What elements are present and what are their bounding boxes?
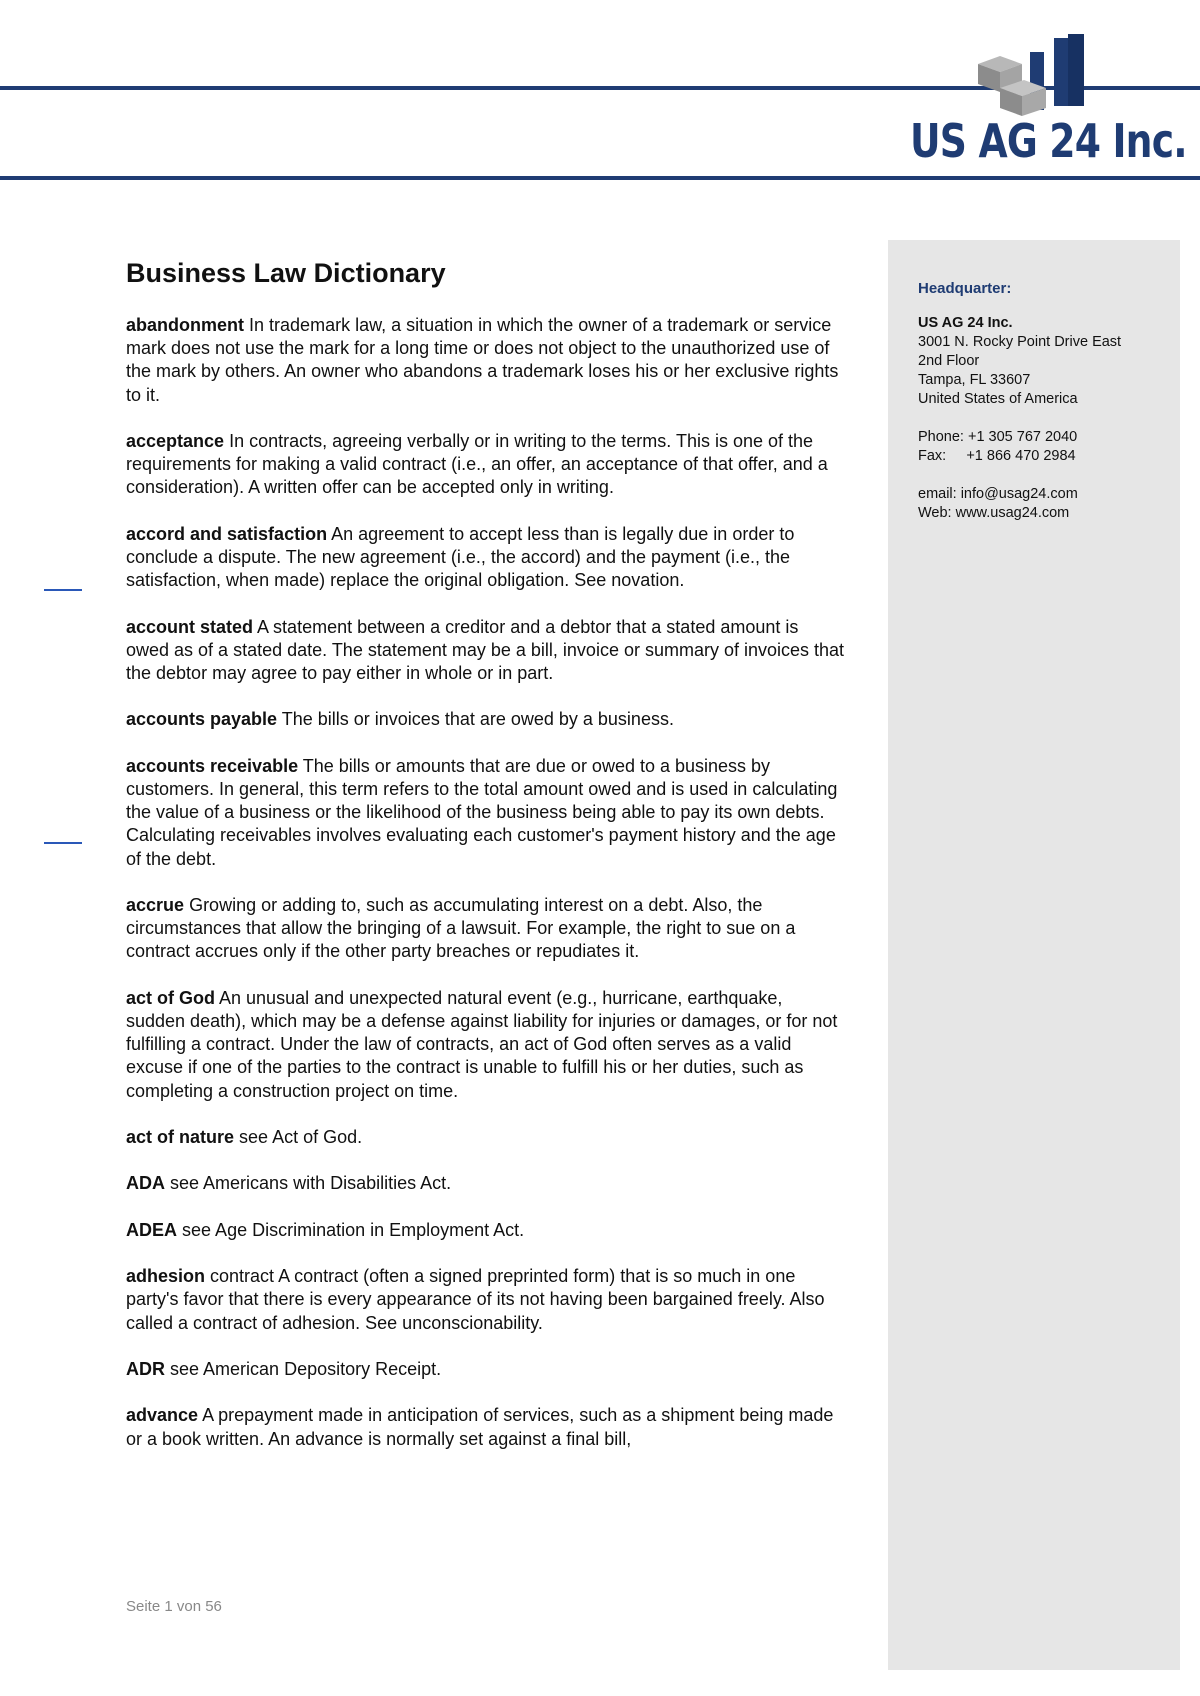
dictionary-entry [126, 1265, 846, 1335]
header-rule-bottom [0, 176, 1200, 180]
entry-term: accrue [126, 894, 185, 915]
entry-definition: see Americans with Disabilities Act. [170, 1173, 452, 1194]
dictionary-entry [126, 987, 846, 1103]
dictionary-entry [126, 314, 846, 407]
page-indicator: Seite 1 von 56 [126, 1598, 222, 1615]
dictionary-entry [126, 430, 846, 500]
contact-email: email: info@usag24.com [918, 486, 1078, 502]
dictionary-entry [126, 616, 846, 686]
entry-definition: A statement between a creditor and a debtor that a stated amount is owed as of a stated date. The statement may be a bill, invoice or summary of invoices that the debtor may agree to pay either in whole or in part. [126, 616, 845, 683]
contact-floor: 2nd Floor [918, 353, 980, 369]
contact-country: United States of America [918, 391, 1078, 407]
entry-term: accounts payable [126, 709, 278, 730]
contact-city: Tampa, FL 33607 [918, 372, 1031, 388]
contact-street: 3001 N. Rocky Point Drive East [918, 334, 1122, 350]
entry-definition: In trademark law, a situation in which the owner of a trademark or service mark does not use the mark for a long time or does not object to the unauthorized use of the mark by others. An owner who abandons a trademark loses his or her exclusive rights to it. [126, 315, 839, 405]
contact-phone: Phone: +1 305 767 2040 [918, 429, 1078, 445]
dictionary-entry [126, 1219, 846, 1242]
entry-term: act of God [126, 987, 215, 1008]
contact-address [918, 314, 1121, 523]
revision-margin-mark [44, 842, 82, 844]
entry-term: ADA [126, 1173, 165, 1194]
entry-term: act of nature [126, 1126, 235, 1147]
entry-definition: Growing or adding to, such as accumulating interest on a debt. Also, the circumstances that allow the bringing of a lawsuit. For example, the right to sue on a contract accrues only if the other party breaches or repudiates it. [126, 894, 796, 962]
entry-term: ADEA [126, 1219, 178, 1240]
contact-fax: Fax: +1 866 470 2984 [918, 448, 1076, 464]
contact-web: Web: www.usag24.com [918, 505, 1070, 521]
entry-term: accord and satisfaction [126, 523, 328, 544]
dictionary-entry [126, 1126, 846, 1149]
entry-definition: see American Depository Receipt. [170, 1358, 442, 1379]
entry-definition: An agreement to accept less than is legally due in order to conclude a dispute. The new agreement (i.e., the accord) and the payment (i.e., the satisfaction, when made) replace the original obligation. See novation. [126, 523, 795, 591]
entry-definition: A prepayment made in anticipation of services, such as a shipment being made or a book written. An advance is normally set against a final bill, [126, 1405, 834, 1449]
entry-definition: see Age Discrimination in Employment Act. [182, 1219, 525, 1240]
contact-company: US AG 24 Inc. [918, 315, 1013, 331]
entry-definition: The bills or amounts that are due or owed to a business by customers. In general, this term refers to the total amount owed and is used in calculating the value of a business or the likelihood of the business being able to pay its own debts. Calculating receivables involves evaluating each customer's payment history and the age of the debt. [126, 755, 838, 869]
entry-definition: The bills or invoices that are owed by a business. [281, 709, 674, 730]
dictionary-entry [126, 1172, 846, 1195]
headquarter-heading: Headquarter: [918, 280, 1012, 297]
entry-term: advance [126, 1405, 199, 1426]
entry-term: account stated [126, 616, 254, 637]
dictionary-entry [126, 708, 846, 731]
entry-definition: see Act of God. [239, 1126, 363, 1147]
revision-margin-mark [44, 589, 82, 591]
contact-sidebar [888, 240, 1180, 1670]
entry-definition: An unusual and unexpected natural event (e.g., hurricane, earthquake, sudden death), which may be a defense against liability for injuries or damages, or for not fulfilling a contract. Under the law of contracts, an act of God often serves as a valid excuse if one of the parties to the contract is unable to fulfill his or her duties, such as completing a construction project on time. [126, 987, 838, 1101]
entry-term: accounts receivable [126, 755, 299, 776]
dictionary-entry [126, 523, 846, 593]
entry-definition: In contracts, agreeing verbally or in writing to the terms. This is one of the requirements for making a valid contract (i.e., an offer, an acceptance of that offer, and a consideration). A written offer can be accepted only in writing. [126, 431, 828, 498]
dictionary-entry [126, 894, 846, 964]
entry-definition: contract A contract (often a signed preprinted form) that is so much in one party's favor that there is every appearance of its not having been bargained freely. Also called a contract of adhesion. See unconscionability. [126, 1266, 825, 1333]
entry-term: abandonment [126, 315, 245, 335]
page-title: Business Law Dictionary [126, 258, 446, 288]
entry-term: ADR [126, 1358, 165, 1379]
dictionary-entry [126, 1358, 846, 1381]
dictionary-entry [126, 755, 846, 871]
dictionary-entry [126, 1404, 846, 1450]
company-logo-text: US AG 24 Inc. [910, 114, 1187, 168]
company-logo-icon [978, 34, 1090, 120]
entry-term: adhesion [126, 1266, 206, 1287]
document-body [126, 256, 846, 1474]
entry-term: acceptance [126, 431, 225, 451]
